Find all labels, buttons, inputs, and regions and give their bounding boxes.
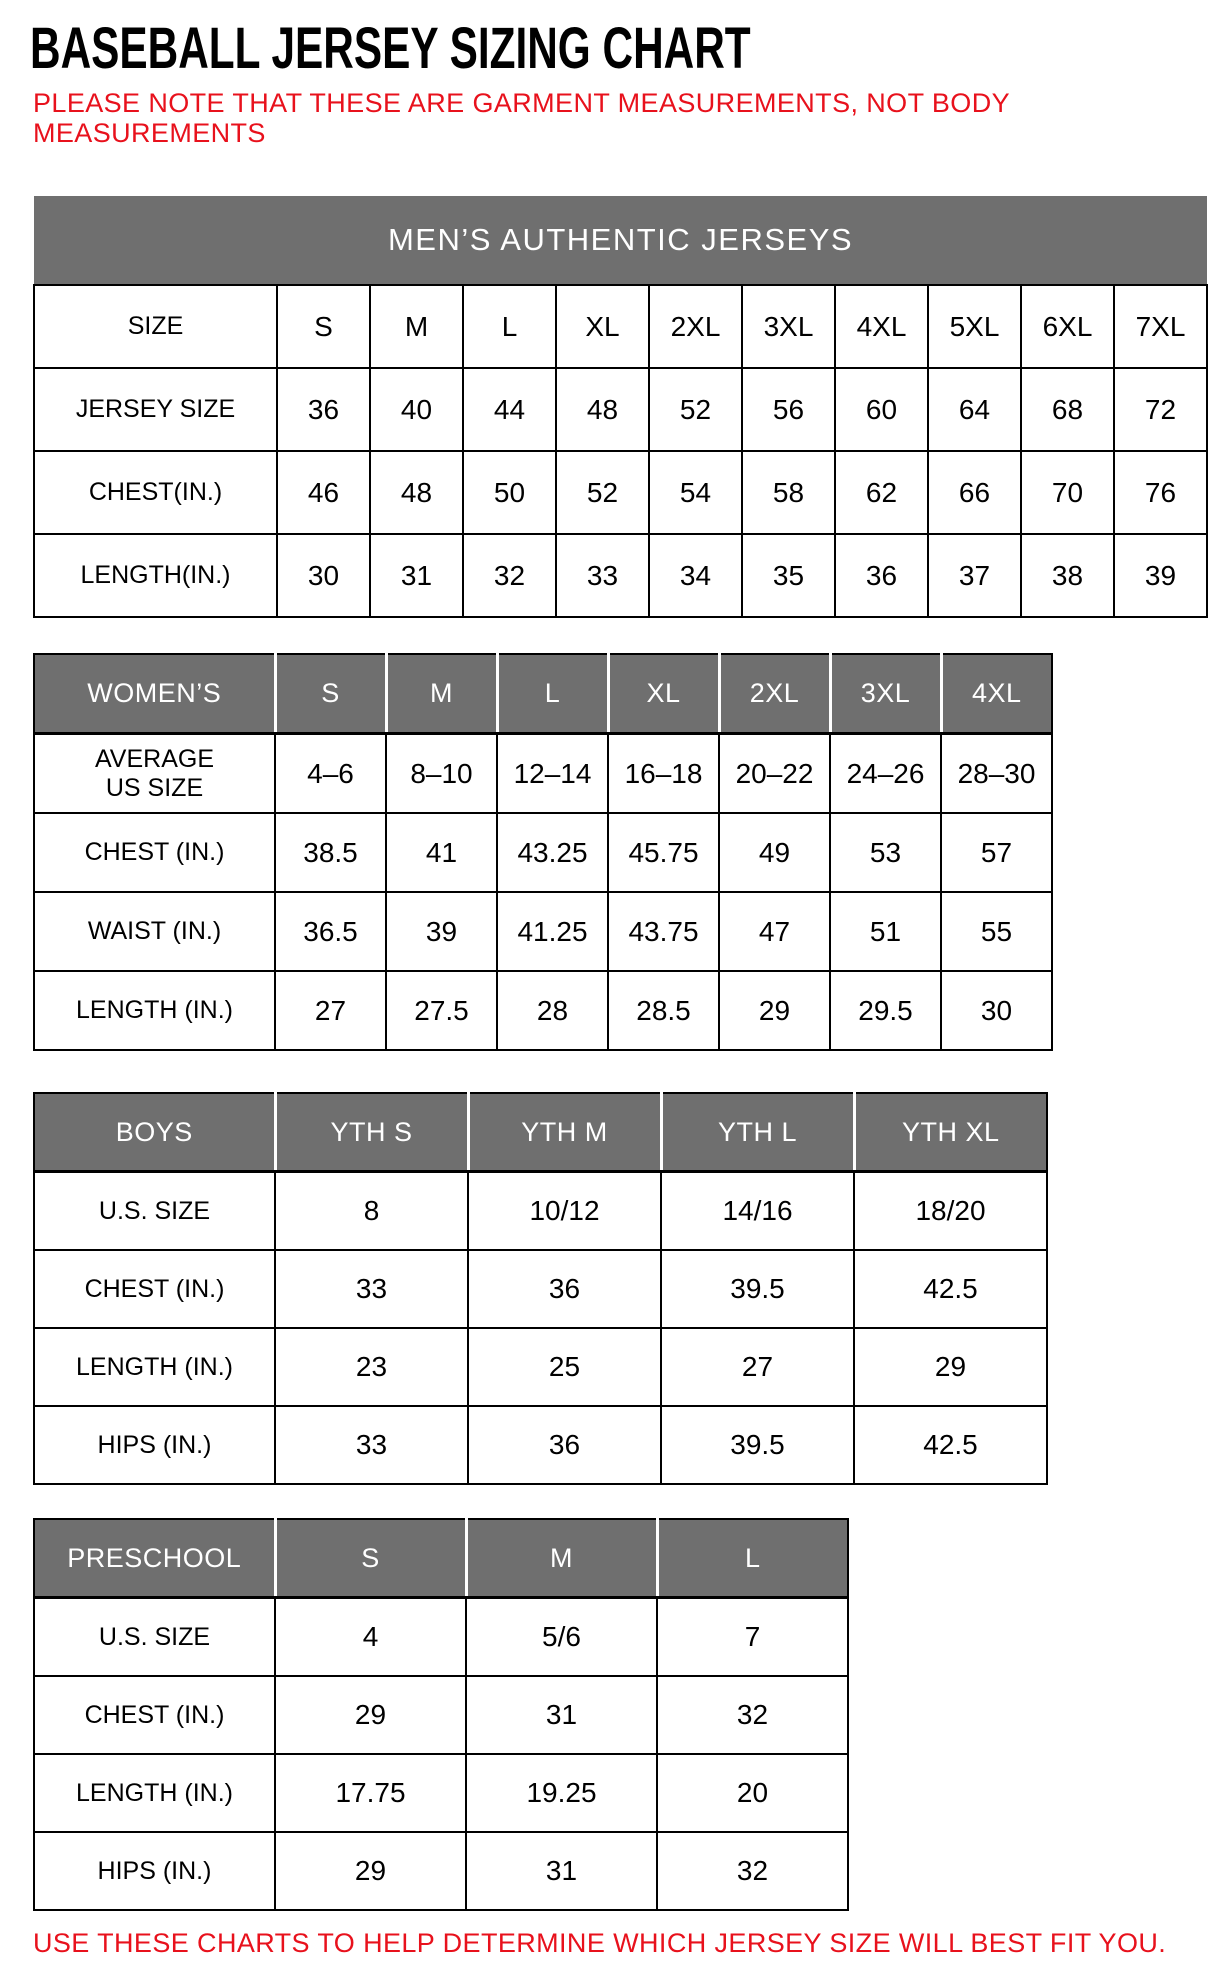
row-label: CHEST(IN.) (34, 451, 277, 534)
table-row (34, 1832, 848, 1910)
value-cell: 10/12 (468, 1172, 661, 1251)
table-row (34, 1172, 1047, 1251)
value-cell: 32 (463, 534, 556, 617)
value-cell: 32 (657, 1676, 848, 1754)
value-cell: 8 (275, 1172, 468, 1251)
value-cell: 54 (649, 451, 742, 534)
value-cell: 57 (941, 813, 1052, 892)
value-cell: 29.5 (830, 971, 941, 1050)
value-cell: 52 (649, 368, 742, 451)
table-row (34, 734, 1052, 814)
size-header: L (497, 654, 608, 734)
value-cell: 55 (941, 892, 1052, 971)
boys-table-title: BOYS (34, 1093, 275, 1172)
value-cell: 4 (275, 1598, 466, 1677)
row-label: JERSEY SIZE (34, 368, 277, 451)
preschool-table-title: PRESCHOOL (34, 1519, 275, 1598)
value-cell: 35 (742, 534, 835, 617)
womens-header-row (34, 654, 1052, 734)
value-cell: 31 (466, 1676, 657, 1754)
boys-header-row (34, 1093, 1047, 1172)
value-cell: 17.75 (275, 1754, 466, 1832)
value-cell: 8–10 (386, 734, 497, 814)
value-cell: 39.5 (661, 1406, 854, 1484)
value-cell: 36.5 (275, 892, 386, 971)
value-cell: M (370, 285, 463, 368)
table-row (34, 451, 1207, 534)
row-label-line-1: AVERAGE (94, 744, 215, 773)
value-cell: 31 (466, 1832, 657, 1910)
table-row (34, 285, 1207, 368)
size-header: S (275, 1519, 466, 1598)
value-cell: 47 (719, 892, 830, 971)
table-row (34, 1676, 848, 1754)
size-header: M (386, 654, 497, 734)
value-cell: 44 (463, 368, 556, 451)
value-cell: 20–22 (719, 734, 830, 814)
value-cell: 58 (742, 451, 835, 534)
value-cell: 50 (463, 451, 556, 534)
value-cell: 36 (468, 1250, 661, 1328)
row-label: LENGTH (IN.) (34, 1328, 275, 1406)
value-cell: 2XL (649, 285, 742, 368)
table-row (34, 1598, 848, 1677)
table-row (34, 1754, 848, 1832)
value-cell: XL (556, 285, 649, 368)
value-cell: 29 (854, 1328, 1047, 1406)
value-cell: 36 (277, 368, 370, 451)
size-header: YTH S (275, 1093, 468, 1172)
row-label: WAIST (IN.) (34, 892, 275, 971)
value-cell: 28–30 (941, 734, 1052, 814)
table-row (34, 1328, 1047, 1406)
value-cell: 41.25 (497, 892, 608, 971)
value-cell: 14/16 (661, 1172, 854, 1251)
row-label (34, 734, 275, 814)
value-cell: 7XL (1114, 285, 1207, 368)
value-cell: 43.75 (608, 892, 719, 971)
garment-measurements-note (33, 88, 1010, 148)
value-cell: 60 (835, 368, 928, 451)
value-cell: 66 (928, 451, 1021, 534)
value-cell: 20 (657, 1754, 848, 1832)
value-cell: 7 (657, 1598, 848, 1677)
value-cell: 68 (1021, 368, 1114, 451)
value-cell: 23 (275, 1328, 468, 1406)
mens-table-title: MEN’S AUTHENTIC JERSEYS (34, 196, 1207, 285)
preschool-sizing-table (33, 1518, 849, 1911)
size-header: YTH XL (854, 1093, 1047, 1172)
value-cell: 30 (941, 971, 1052, 1050)
value-cell: 36 (835, 534, 928, 617)
value-cell: 42.5 (854, 1250, 1047, 1328)
value-cell: 72 (1114, 368, 1207, 451)
value-cell: 39.5 (661, 1250, 854, 1328)
value-cell: 46 (277, 451, 370, 534)
womens-table-title: WOMEN’S (34, 654, 275, 734)
value-cell: 27 (661, 1328, 854, 1406)
table-row (34, 368, 1207, 451)
value-cell: 76 (1114, 451, 1207, 534)
value-cell: 51 (830, 892, 941, 971)
value-cell: 49 (719, 813, 830, 892)
value-cell: 41 (386, 813, 497, 892)
row-label: CHEST (IN.) (34, 1250, 275, 1328)
table-row (34, 1250, 1047, 1328)
table-row (34, 534, 1207, 617)
value-cell: 3XL (742, 285, 835, 368)
row-label: CHEST (IN.) (34, 813, 275, 892)
mens-header-row (34, 196, 1207, 285)
value-cell: 45.75 (608, 813, 719, 892)
table-row (34, 813, 1052, 892)
value-cell: 25 (468, 1328, 661, 1406)
value-cell: 12–14 (497, 734, 608, 814)
value-cell: 32 (657, 1832, 848, 1910)
size-header: M (466, 1519, 657, 1598)
table-row (34, 1406, 1047, 1484)
value-cell: 27.5 (386, 971, 497, 1050)
size-header: S (275, 654, 386, 734)
row-label: LENGTH (IN.) (34, 971, 275, 1050)
value-cell: 28 (497, 971, 608, 1050)
row-label: U.S. SIZE (34, 1172, 275, 1251)
value-cell: 33 (275, 1406, 468, 1484)
size-header: YTH L (661, 1093, 854, 1172)
note-line-1: PLEASE NOTE THAT THESE ARE GARMENT MEASUREMENTS, NOT BODY (33, 88, 1011, 118)
value-cell: 40 (370, 368, 463, 451)
value-cell: 33 (556, 534, 649, 617)
preschool-header-row (34, 1519, 848, 1598)
value-cell: 28.5 (608, 971, 719, 1050)
value-cell: 56 (742, 368, 835, 451)
value-cell: 70 (1021, 451, 1114, 534)
value-cell: 4–6 (275, 734, 386, 814)
value-cell: 37 (928, 534, 1021, 617)
value-cell: 36 (468, 1406, 661, 1484)
value-cell: 18/20 (854, 1172, 1047, 1251)
value-cell: 53 (830, 813, 941, 892)
value-cell: 4XL (835, 285, 928, 368)
row-label: SIZE (34, 285, 277, 368)
value-cell: 16–18 (608, 734, 719, 814)
value-cell: 27 (275, 971, 386, 1050)
value-cell: 39 (1114, 534, 1207, 617)
value-cell: 64 (928, 368, 1021, 451)
value-cell: 24–26 (830, 734, 941, 814)
value-cell: 48 (556, 368, 649, 451)
value-cell: 29 (275, 1676, 466, 1754)
value-cell: 33 (275, 1250, 468, 1328)
value-cell: 5XL (928, 285, 1021, 368)
table-row (34, 892, 1052, 971)
value-cell: 42.5 (854, 1406, 1047, 1484)
value-cell: 31 (370, 534, 463, 617)
size-header: XL (608, 654, 719, 734)
row-label: LENGTH (IN.) (34, 1754, 275, 1832)
table-row (34, 971, 1052, 1050)
value-cell: 5/6 (466, 1598, 657, 1677)
value-cell: 62 (835, 451, 928, 534)
value-cell: 34 (649, 534, 742, 617)
page-title: BASEBALL JERSEY SIZING CHART (30, 16, 751, 81)
value-cell: S (277, 285, 370, 368)
size-header: 4XL (941, 654, 1052, 734)
row-label: HIPS (IN.) (34, 1406, 275, 1484)
value-cell: 38.5 (275, 813, 386, 892)
row-label: U.S. SIZE (34, 1598, 275, 1677)
size-header: L (657, 1519, 848, 1598)
row-label: LENGTH(IN.) (34, 534, 277, 617)
mens-sizing-table (33, 196, 1208, 618)
value-cell: 52 (556, 451, 649, 534)
value-cell: 6XL (1021, 285, 1114, 368)
value-cell: 19.25 (466, 1754, 657, 1832)
value-cell: 29 (719, 971, 830, 1050)
value-cell: 48 (370, 451, 463, 534)
value-cell: 39 (386, 892, 497, 971)
size-header: 2XL (719, 654, 830, 734)
size-header: 3XL (830, 654, 941, 734)
row-label-line-2: US SIZE (105, 773, 204, 802)
value-cell: L (463, 285, 556, 368)
womens-sizing-table (33, 653, 1053, 1051)
boys-sizing-table (33, 1092, 1048, 1485)
value-cell: 30 (277, 534, 370, 617)
row-label: CHEST (IN.) (34, 1676, 275, 1754)
value-cell: 38 (1021, 534, 1114, 617)
fit-advice-note: USE THESE CHARTS TO HELP DETERMINE WHICH JERSEY SIZE WILL BEST FIT YOU. (33, 1928, 1167, 1958)
value-cell: 29 (275, 1832, 466, 1910)
size-header: YTH M (468, 1093, 661, 1172)
row-label: HIPS (IN.) (34, 1832, 275, 1910)
value-cell: 43.25 (497, 813, 608, 892)
note-line-2: MEASUREMENTS (33, 118, 266, 149)
